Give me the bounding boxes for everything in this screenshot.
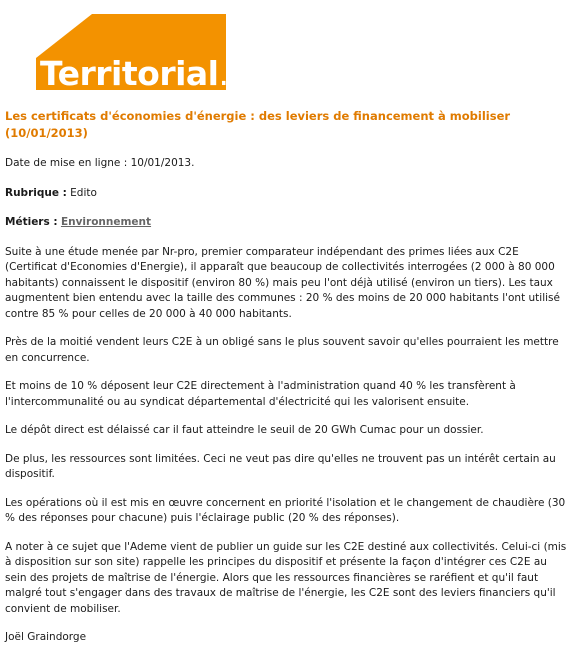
article-title: Les certificats d'économies d'énergie : des leviers de financement à mobiliser (10/01/2013): [5, 109, 511, 140]
logo-brand-main: Territorial: [40, 54, 219, 93]
logo-notch-shape: [36, 14, 92, 58]
logo-wordmark: [40, 54, 253, 93]
rubrique-label: Rubrique :: [5, 186, 67, 199]
article-paragraph-6: Les opérations où il est mis en œuvre concernent en priorité l'isolation et le changement de chaudière (30 % des réponses pour chacune) puis l'éclairage public (20 % des réponses).: [5, 496, 566, 524]
article: [5, 108, 571, 646]
article-paragraph-2: Près de la moitié vendent leurs C2E à un obligé sans le plus souvent savoir qu'elles pourraient les mettre en concurrence.: [5, 336, 559, 364]
metiers-line: [5, 215, 571, 231]
article-paragraph-4: Le dépôt direct est délaissé car il faut atteindre le seuil de 20 GWh Cumac pour un dossier.: [5, 424, 484, 436]
rubrique-line: [5, 186, 571, 202]
metiers-link-environnement[interactable]: Environnement: [60, 216, 152, 228]
article-author: Joël Graindorge: [5, 631, 87, 643]
metiers-label: Métiers :: [5, 216, 58, 228]
logo-brand-tld: .fr: [218, 54, 253, 93]
article-paragraph-5: De plus, les ressources sont limitées. Ceci ne veut pas dire qu'elles ne trouvent pas un intérêt certain au dispositif.: [5, 452, 556, 480]
article-paragraph-3: Et moins de 10 % déposent leur C2E directement à l'administration quand 40 % les transfèrent à l'intercommunalité ou au syndicat départemental d'électricité qui les valorisent ensuite.: [5, 380, 516, 408]
article-paragraph-7: A noter à ce sujet que l'Ademe vient de publier un guide sur les C2E destiné aux collectivités. Celui-ci (mis à disposition sur son site) rappelle les principes du dispositif et présente la façon d'intégrer ces C2E au sein des projets de maîtrise de l'énergie. Alors que les ressources financières se raréfient et qu'il faut malgré tout s'engager dans des travaux de maîtrise de l'énergie, les C2E sont des leviers financiers qu'il convient de mobiliser.: [5, 540, 567, 615]
territorial-logo[interactable]: [36, 14, 253, 93]
publication-date: Date de mise en ligne : 10/01/2013.: [5, 157, 195, 169]
article-paragraph-1: Suite à une étude menée par Nr-pro, premier comparateur indépendant des primes liées aux C2E (Certificat d'Economies d'Energie), il apparaît que beaucoup de collectivités interrogées (2 000 à 80 000 habitants) connaissent le dispositif (environ 80 %) mais peu l'ont déjà utilisé (environ un tiers). Les taux augmentent bien entendu avec la taille des communes : 20 % des moins de 20 000 habitants l'ont utilisé contre 85 % pour celles de 20 000 à 40 000 habitants.: [5, 245, 560, 320]
rubrique-value: Edito: [70, 186, 97, 199]
